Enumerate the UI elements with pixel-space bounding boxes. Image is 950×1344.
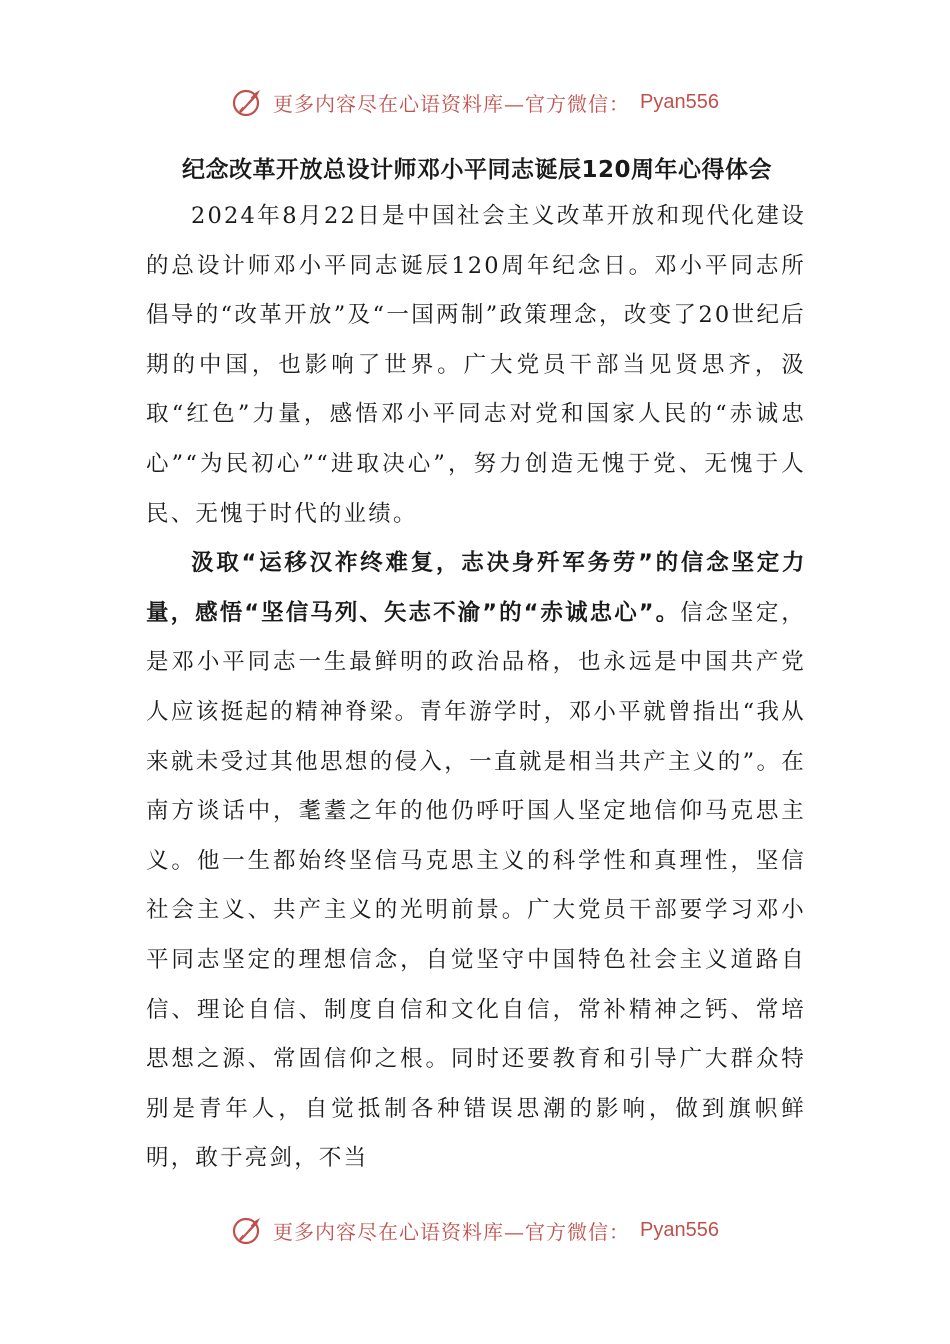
- pen-nib-circle-icon: [231, 1213, 265, 1247]
- section-body: 信念坚定，是邓小平同志一生最鲜明的政治品格，也永远是中国共产党人应该挺起的精神脊梁。青年游学时，邓小平就曾指出“我从来就未受过其他思想的侵入，一直就是相当共产主义的”。在南方谈话中，耄耋之年的他仍呼吁国人坚定地信仰马克思主义。他一生都始终坚信马克思主义的科学性和真理性，坚信社会主义、共产主义的光明前景。广大党员干部要学习邓小平同志坚定的理想信念，自觉坚守中国特色社会主义道路自信、理论自信、制度自信和文化自信，常补精神之钙、常培思想之源、常固信仰之根。同时还要教育和引导广大群众特别是青年人，自觉抵制各种错误思潮的影响，做到旗帜鲜明，敢于亮剑，不当: [146, 599, 806, 1172]
- watermark-text: 更多内容尽在心语资料库—官方微信：: [273, 1219, 631, 1244]
- footer-watermark: [0, 1210, 950, 1250]
- document-body: [146, 148, 806, 1184]
- paragraph-section-1: [146, 539, 806, 1184]
- watermark-wechat-handle: Pyan556: [640, 90, 719, 113]
- section-heading: 汲取“运移汉祚终难复，志决身歼军务劳”的信念坚定力量，感悟“坚信马列、矢志不渝”的“赤诚忠心”。: [146, 550, 806, 626]
- watermark-text: 更多内容尽在心语资料库—官方微信：: [273, 91, 631, 116]
- watermark-wechat-handle: Pyan556: [640, 1218, 719, 1241]
- document-title: 纪念改革开放总设计师邓小平同志诞辰120周年心得体会: [181, 157, 772, 183]
- paragraph-intro: 2024年8月22日是中国社会主义改革开放和现代化建设的总设计师邓小平同志诞辰120周年纪念日。邓小平同志所倡导的“改革开放”及“一国两制”政策理念，改变了20世纪后期的中国，也影响了世界。广大党员干部当见贤思齐，汲取“红色”力量，感悟邓小平同志对党和国家人民的“赤诚忠心”“为民初心”“进取决心”，努力创造无愧于党、无愧于人民、无愧于时代的业绩。: [146, 203, 806, 527]
- header-watermark: [0, 82, 950, 122]
- pen-nib-circle-icon: [231, 85, 265, 119]
